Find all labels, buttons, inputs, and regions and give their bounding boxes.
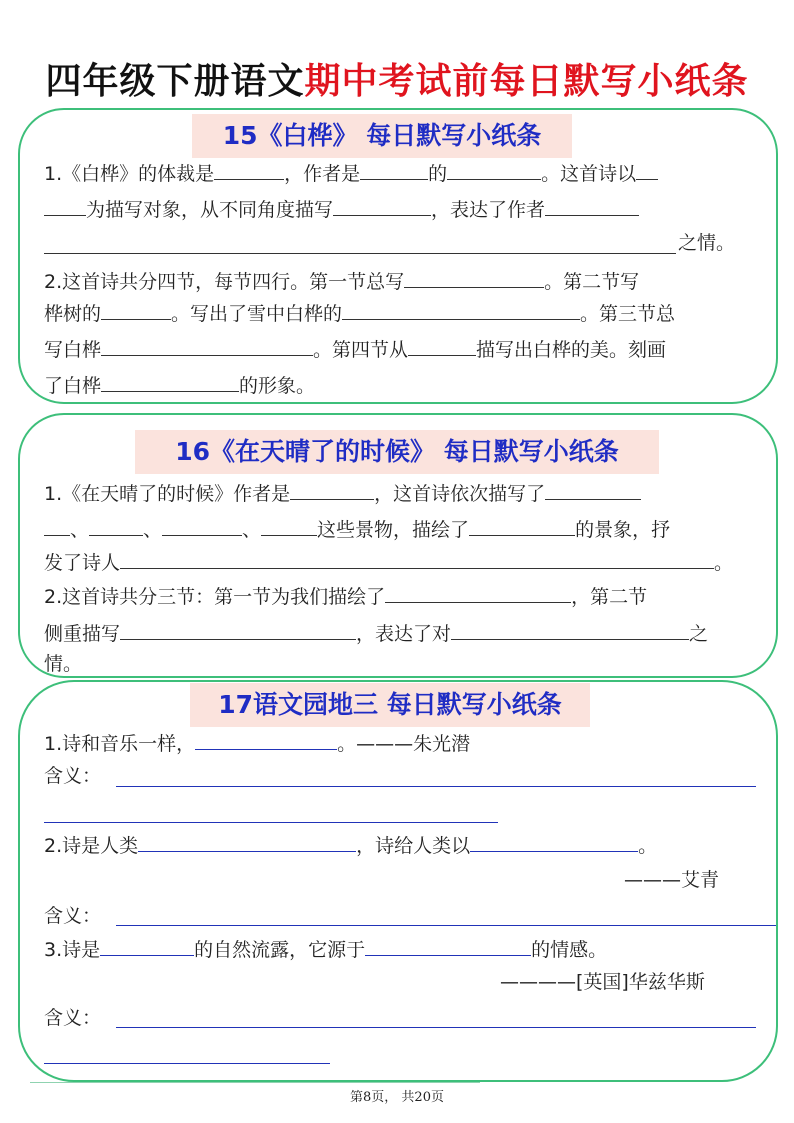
text-line: 1.《白桦》的体裁是 ，作者是 的 。这首诗以 <box>44 158 658 186</box>
answer-line[interactable] <box>44 1063 330 1064</box>
text-line: 2.这首诗共分三节：第一节为我们描绘了 ，第二节 <box>44 581 647 609</box>
text-line: 1.《在天晴了的时候》作者是 ，这首诗依次描写了 <box>44 478 641 506</box>
meaning-label: 含义： <box>44 765 102 787</box>
answer-blank[interactable] <box>138 830 356 852</box>
divider <box>30 1082 480 1083</box>
answer-blank[interactable] <box>385 581 571 603</box>
answer-blank[interactable] <box>333 194 431 216</box>
answer-blank[interactable] <box>469 514 575 536</box>
answer-blank[interactable] <box>408 334 476 356</box>
answer-blank[interactable] <box>44 194 86 216</box>
answer-blank[interactable] <box>101 298 171 320</box>
answer-blank[interactable] <box>451 618 689 640</box>
text-line: 2.诗是人类 ，诗给人类以 。 <box>44 830 657 858</box>
section-banner: 17语文园地三 每日默写小纸条 <box>190 683 590 727</box>
answer-blank[interactable] <box>545 194 639 216</box>
text-line: 发了诗人 。 <box>44 547 733 575</box>
answer-blank[interactable] <box>195 728 337 750</box>
text-line: 了白桦 的形象。 <box>44 370 315 398</box>
answer-blank[interactable] <box>162 514 242 536</box>
answer-blank[interactable] <box>89 514 143 536</box>
answer-line[interactable] <box>116 786 756 787</box>
text-line: 3.诗是 的自然流露，它源于 的情感。 <box>44 934 607 962</box>
answer-blank[interactable] <box>120 618 356 640</box>
answer-blank[interactable] <box>342 298 580 320</box>
answer-blank[interactable] <box>404 266 544 288</box>
section-banner: 15《白桦》 每日默写小纸条 <box>192 114 572 158</box>
text-line: 为描写对象，从不同角度描写 ，表达了作者 <box>44 194 639 222</box>
text-line: ———艾青 <box>624 869 720 891</box>
answer-blank[interactable] <box>261 514 317 536</box>
answer-blank[interactable] <box>44 514 70 536</box>
answer-blank[interactable] <box>447 158 541 180</box>
page-number: 第8页， 共20页 <box>350 1090 444 1105</box>
text-line: 写白桦 。第四节从 描写出白桦的美。刻画 <box>44 334 666 362</box>
answer-blank[interactable] <box>365 934 531 956</box>
meaning-label: 含义： <box>44 1007 102 1029</box>
text-line: 之情。 <box>678 232 736 254</box>
answer-line[interactable] <box>116 925 776 926</box>
answer-blank[interactable] <box>636 158 658 180</box>
answer-line[interactable] <box>116 1027 756 1028</box>
page-title: 四年级下册语文期中考试前每日默写小纸条 <box>45 61 749 102</box>
answer-blank[interactable] <box>100 934 194 956</box>
answer-line[interactable] <box>44 822 498 823</box>
section-banner: 16《在天晴了的时候》 每日默写小纸条 <box>135 430 659 474</box>
answer-blank[interactable] <box>360 158 428 180</box>
answer-blank[interactable] <box>101 334 313 356</box>
text-line: 情。 <box>44 653 83 675</box>
answer-blank[interactable] <box>290 478 374 500</box>
text-line: 侧重描写 ，表达了对 之 <box>44 618 708 646</box>
text-line: 2.这首诗共分四节，每节四行。第一节总写 。第二节写 <box>44 266 639 294</box>
text-line: 、 、 、 这些景物，描绘了 的景象，抒 <box>44 514 670 542</box>
answer-line[interactable] <box>44 253 676 254</box>
text-line: 桦树的 。写出了雪中白桦的 。第三节总 <box>44 298 675 326</box>
meaning-label: 含义： <box>44 905 102 927</box>
answer-blank[interactable] <box>101 370 239 392</box>
text-line: ————[英国]华兹华斯 <box>500 971 705 993</box>
answer-blank[interactable] <box>470 830 638 852</box>
answer-blank[interactable] <box>120 547 714 569</box>
answer-blank[interactable] <box>545 478 641 500</box>
answer-blank[interactable] <box>214 158 284 180</box>
text-line: 1.诗和音乐一样， 。———朱光潜 <box>44 728 470 756</box>
